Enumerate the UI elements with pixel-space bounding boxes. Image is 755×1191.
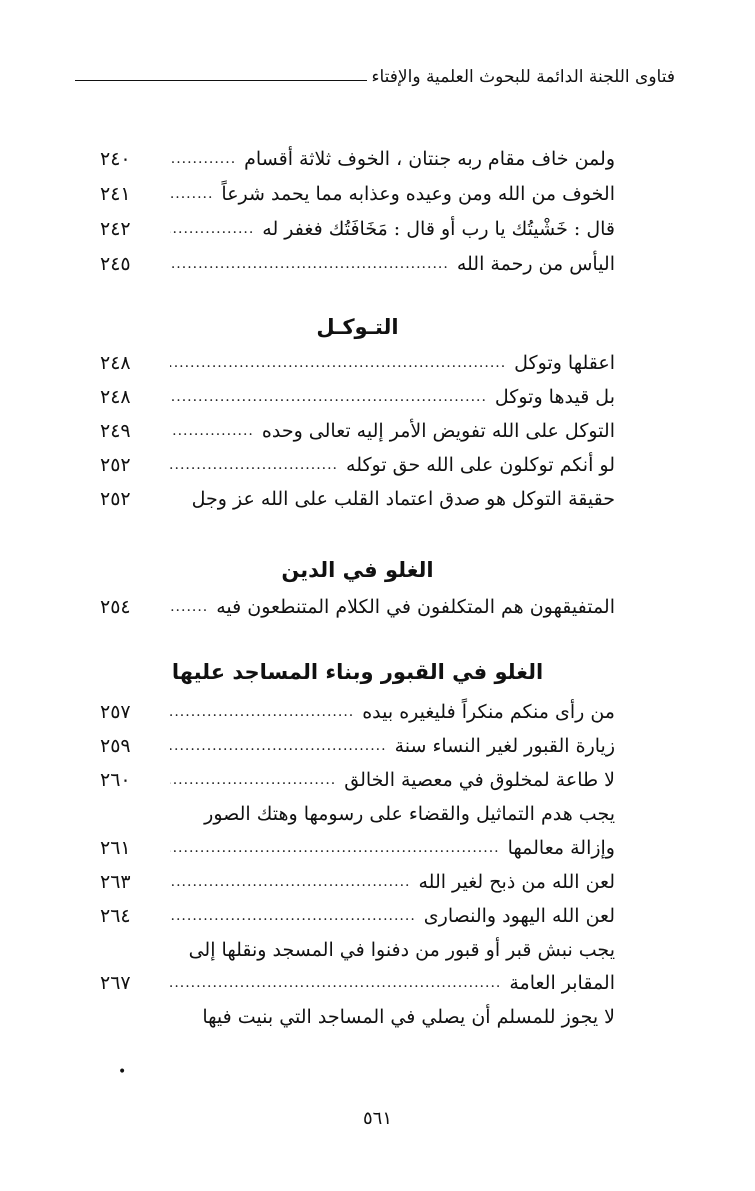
page-number: ٥٦١ xyxy=(362,1108,392,1129)
toc-entry xyxy=(100,899,615,933)
dot-leader xyxy=(170,390,487,404)
dot-leader xyxy=(170,841,500,855)
entry-page: ٢٥٢ xyxy=(100,488,131,510)
entry-page: ٢٦١ xyxy=(100,837,131,859)
entry-page: ٢٦٤ xyxy=(100,905,131,927)
toc-entry-line xyxy=(100,933,615,967)
section-heading: التـوكـل xyxy=(316,315,399,339)
entry-page: ٢٤١ xyxy=(100,183,131,205)
dot-leader xyxy=(170,909,416,923)
running-header xyxy=(75,62,675,92)
entry-title: حقيقة التوكل هو صدق اعتماد القلب على الله عز وجل xyxy=(191,488,615,510)
dot-leader xyxy=(170,424,254,438)
toc-entry xyxy=(100,142,615,176)
footer-mark: • xyxy=(118,1064,127,1080)
toc-entry xyxy=(100,831,615,865)
entry-title: المتفيقهون هم المتكلفون في الكلام المتنطعون فيه xyxy=(216,596,615,618)
header-title: فتاوى اللجنة الدائمة للبحوث العلمية والإفتاء xyxy=(371,67,675,87)
entry-title: وإزالة معالمها xyxy=(507,837,615,859)
header-rule xyxy=(75,80,367,81)
toc-entry xyxy=(100,590,615,624)
entry-page: ٢٤٠ xyxy=(100,148,131,170)
toc-entry xyxy=(100,346,615,380)
toc-entry xyxy=(100,966,615,1000)
entry-page: ٢٦٠ xyxy=(100,769,131,791)
dot-leader xyxy=(170,705,354,719)
entry-title: لعن الله من ذبح لغير الله xyxy=(418,871,615,893)
toc-entry xyxy=(100,448,615,482)
toc-entry-line xyxy=(100,1000,615,1034)
toc-entry xyxy=(100,695,615,729)
entry-page: ٢٥٢ xyxy=(100,454,131,476)
dot-leader xyxy=(170,152,236,166)
toc-entry xyxy=(100,247,615,281)
dot-leader xyxy=(170,739,387,753)
entry-title-line: يجب هدم التماثيل والقضاء على رسومها وهتك الصور xyxy=(204,803,615,825)
entry-page: ٢٦٧ xyxy=(100,972,131,994)
entry-title-line: يجب نبش قبر أو قبور من دفنوا في المسجد ونقلها إلى xyxy=(188,939,615,961)
toc-entry xyxy=(100,380,615,414)
entry-page: ٢٥٧ xyxy=(100,701,131,723)
entry-page: ٢٥٤ xyxy=(100,596,131,618)
dot-leader xyxy=(170,976,501,990)
entry-page: ٢٤٢ xyxy=(100,218,131,240)
dot-leader xyxy=(170,257,449,271)
entry-page: ٢٤٩ xyxy=(100,420,131,442)
entry-title: اليأس من رحمة الله xyxy=(456,253,615,275)
entry-title: لا طاعة لمخلوق في معصية الخالق xyxy=(344,769,615,791)
entry-title: من رأى منكم منكراً فليغيره بيده xyxy=(362,701,615,723)
dot-leader xyxy=(170,773,336,787)
entry-page: ٢٤٥ xyxy=(100,253,131,275)
entry-title-line: لا يجوز للمسلم أن يصلي في المساجد التي بنيت فيها xyxy=(202,1006,615,1028)
dot-leader xyxy=(170,356,506,370)
entry-title: زيارة القبور لغير النساء سنة xyxy=(394,735,615,757)
toc-entry xyxy=(100,414,615,448)
entry-page: ٢٥٩ xyxy=(100,735,131,757)
entry-title: اعقلها وتوكل xyxy=(514,352,615,374)
entry-title: بل قيدها وتوكل xyxy=(494,386,615,408)
section-heading: الغلو في القبور وبناء المساجد عليها xyxy=(171,660,544,684)
toc-entry xyxy=(100,865,615,899)
toc-entry xyxy=(100,482,615,516)
entry-page: ٢٤٨ xyxy=(100,386,131,408)
toc-entry-line xyxy=(100,797,615,831)
toc-entry xyxy=(100,763,615,797)
toc-entry xyxy=(100,177,615,211)
dot-leader xyxy=(170,458,338,472)
entry-page: ٢٤٨ xyxy=(100,352,131,374)
toc-entry xyxy=(100,729,615,763)
entry-title: لو أنكم توكلون على الله حق توكله xyxy=(346,454,615,476)
entry-title: التوكل على الله تفويض الأمر إليه تعالى وحده xyxy=(261,420,615,442)
entry-title: لعن الله اليهود والنصارى xyxy=(423,905,615,927)
toc-entry xyxy=(100,212,615,246)
entry-title: الخوف من الله ومن وعيده وعذابه مما يحمد شرعاً xyxy=(221,183,615,205)
dot-leader xyxy=(170,187,213,201)
entry-page: ٢٦٣ xyxy=(100,871,131,893)
section-heading: الغلو في الدين xyxy=(281,558,434,582)
dot-leader xyxy=(170,875,410,889)
dot-leader xyxy=(170,222,254,236)
dot-leader xyxy=(170,600,208,614)
entry-title: ولمن خاف مقام ربه جنتان ، الخوف ثلاثة أقسام xyxy=(244,148,615,170)
entry-title: المقابر العامة xyxy=(509,972,615,994)
entry-title: قال : خَشْيتُك يا رب أو قال : مَخَافَتُك فغفر له xyxy=(262,218,615,240)
